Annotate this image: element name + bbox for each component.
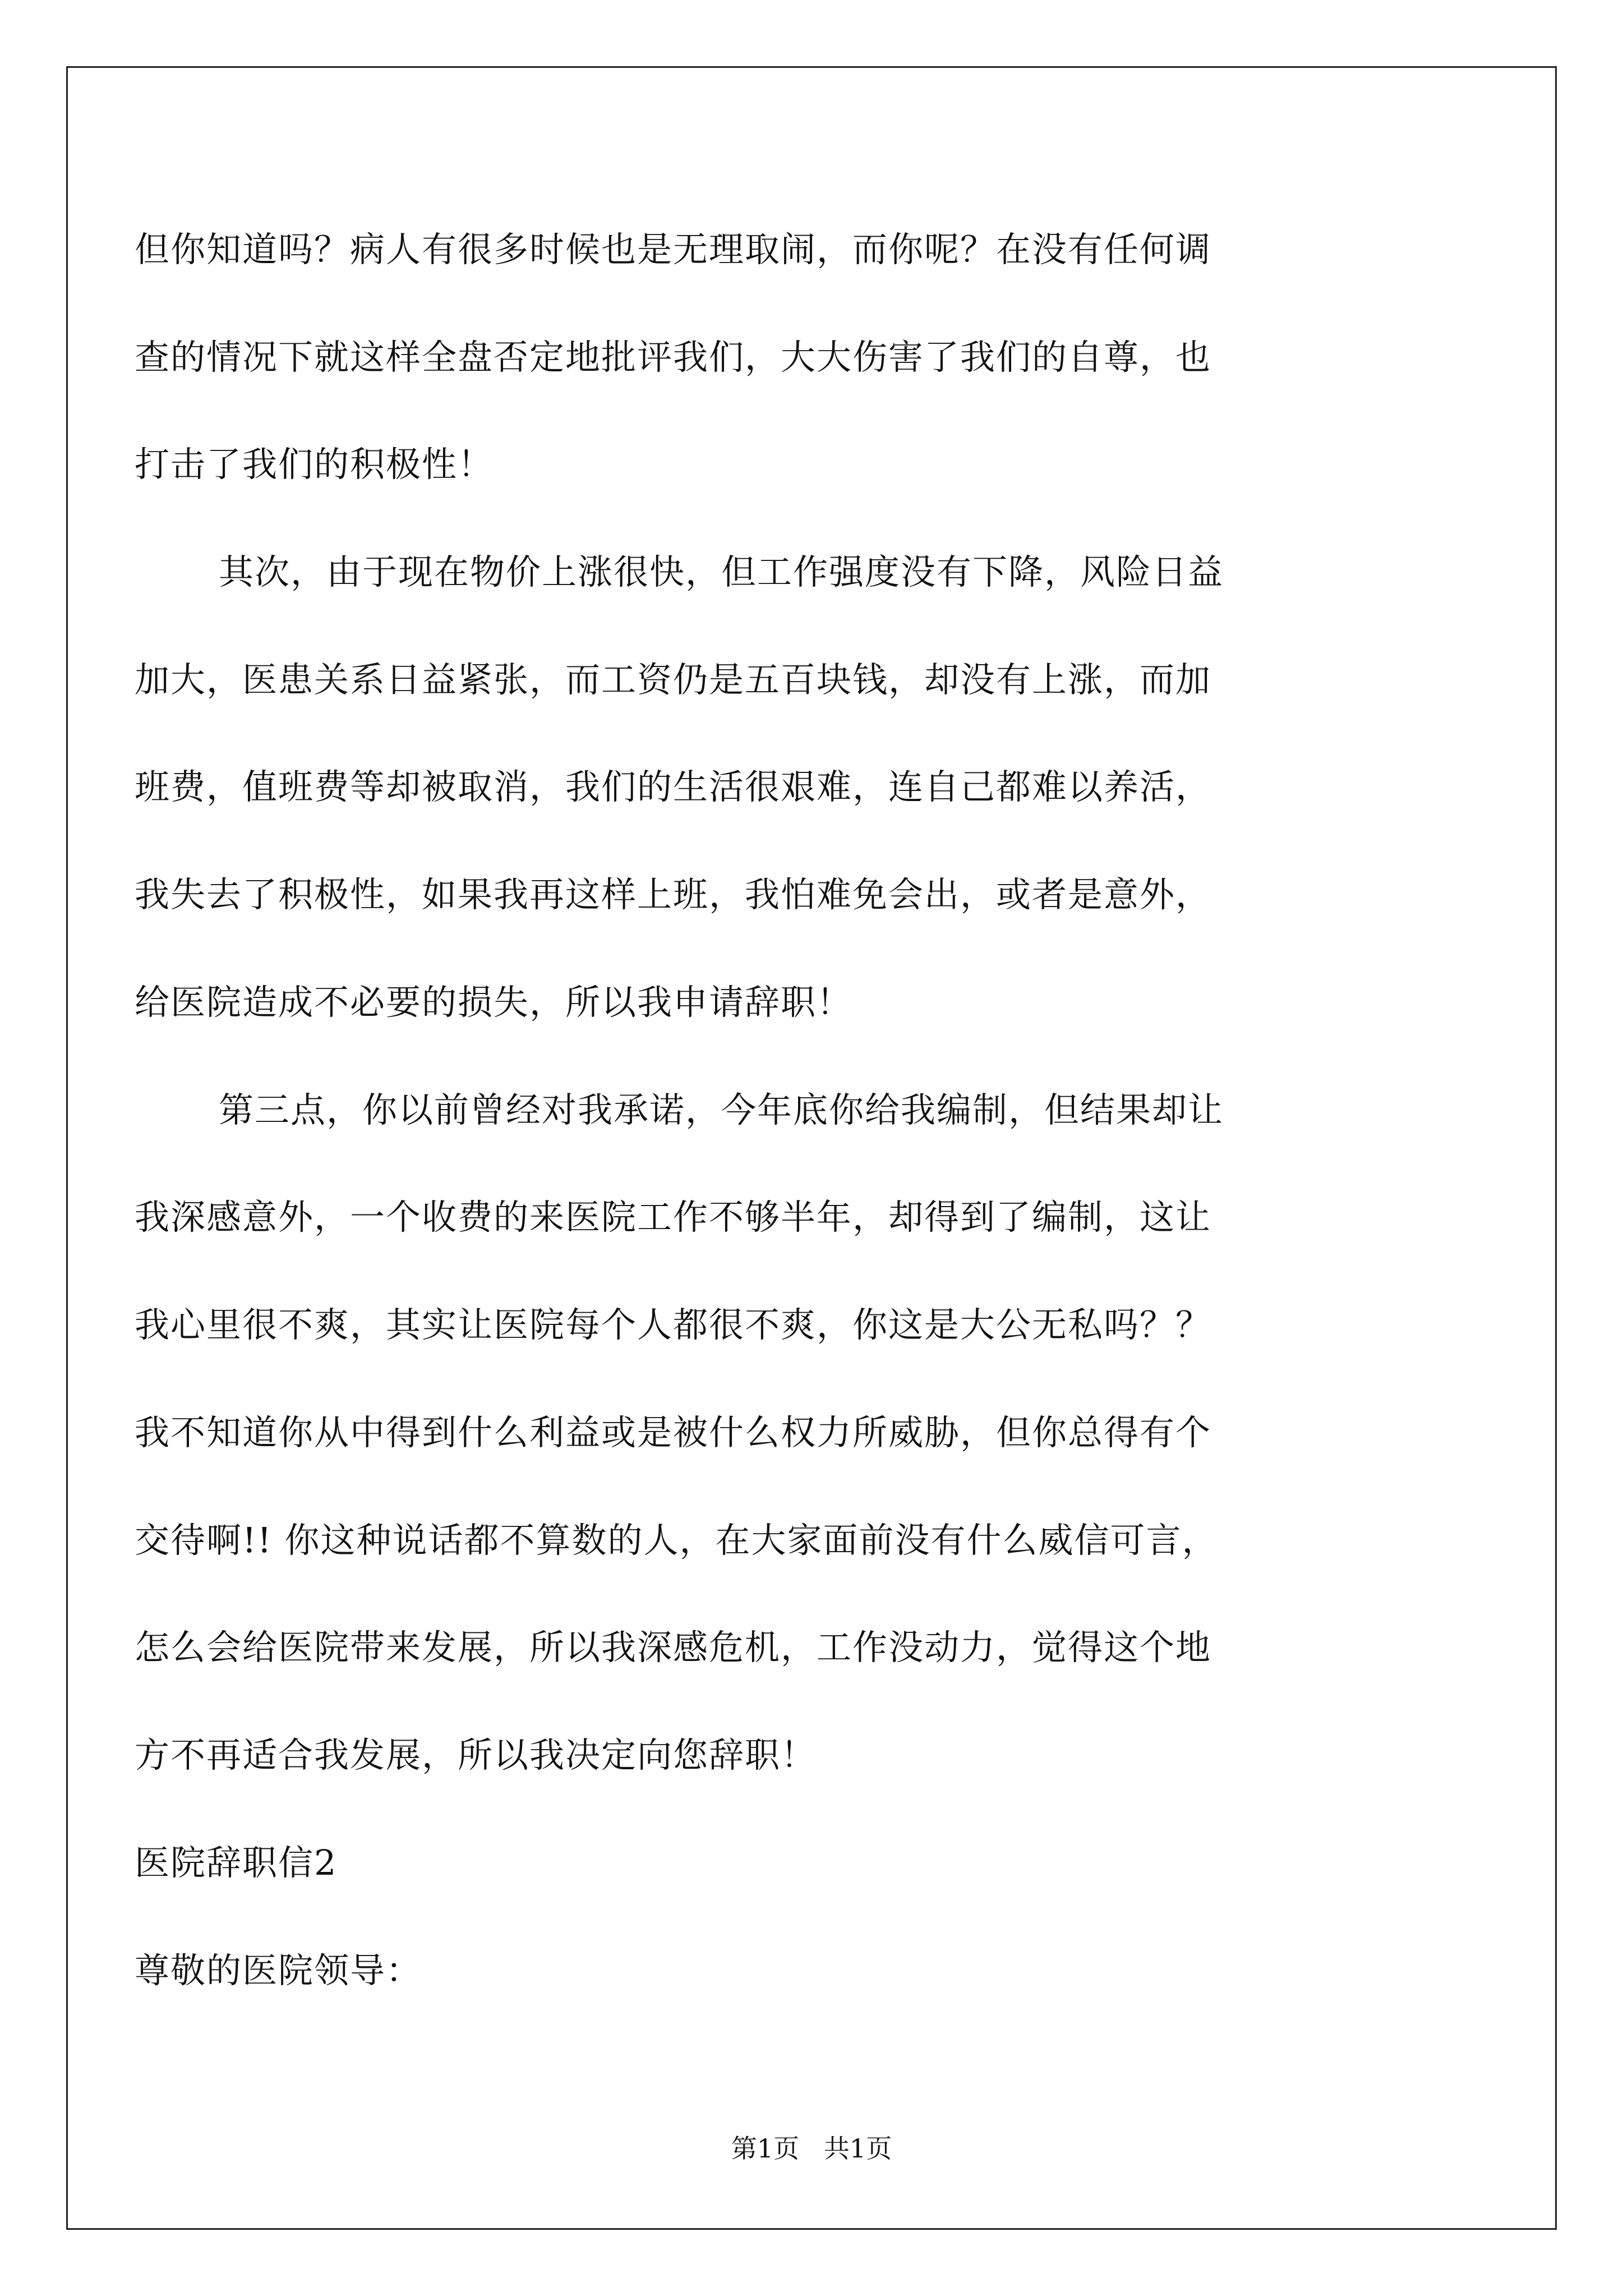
- text-line: 我心里很不爽，其实让医院每个人都很不爽，你这是大公无私吗？？: [135, 1304, 1212, 1345]
- page-border: [66, 66, 1557, 2230]
- page-number-footer: 第1页 共1页: [731, 2133, 892, 2164]
- text-line: 查的情况下就这样全盘否定地批评我们，大大伤害了我们的自尊，也: [135, 337, 1212, 378]
- text-line: 我深感意外，一个收费的来医院工作不够半年，却得到了编制，这让: [135, 1197, 1212, 1237]
- text-line: 但你知道吗？病人有很多时候也是无理取闹，而你呢？在没有任何调: [135, 229, 1212, 270]
- text-line: 交待啊!! 你这种说话都不算数的人，在大家面前没有什么威信可言，: [135, 1520, 1218, 1561]
- text-line: 给医院造成不必要的损失，所以我申请辞职！: [135, 982, 853, 1023]
- paragraph-start-line: 第三点，你以前曾经对我承诺，今年底你给我编制，但结果却让: [219, 1089, 1224, 1130]
- section-heading: 医院辞职信2: [135, 1842, 338, 1883]
- text-line: 怎么会给医院带来发展，所以我深感危机，工作没动力，觉得这个地: [135, 1627, 1212, 1668]
- paragraph-start-line: 其次，由于现在物价上涨很快，但工作强度没有下降，风险日益: [219, 551, 1224, 592]
- text-line: 我不知道你从中得到什么利益或是被什么权力所威胁，但你总得有个: [135, 1412, 1212, 1453]
- text-line: 方不再适合我发展，所以我决定向您辞职！: [135, 1734, 817, 1775]
- text-line: 我失去了积极性，如果我再这样上班，我怕难免会出，或者是意外，: [135, 874, 1212, 915]
- salutation: 尊敬的医院领导：: [135, 1950, 422, 1991]
- text-line: 加大，医患关系日益紧张，而工资仍是五百块钱，却没有上涨，而加: [135, 659, 1212, 700]
- text-line: 打击了我们的积极性！: [135, 444, 494, 485]
- text-line: 班费，值班费等却被取消，我们的生活很艰难，连自己都难以养活，: [135, 766, 1212, 807]
